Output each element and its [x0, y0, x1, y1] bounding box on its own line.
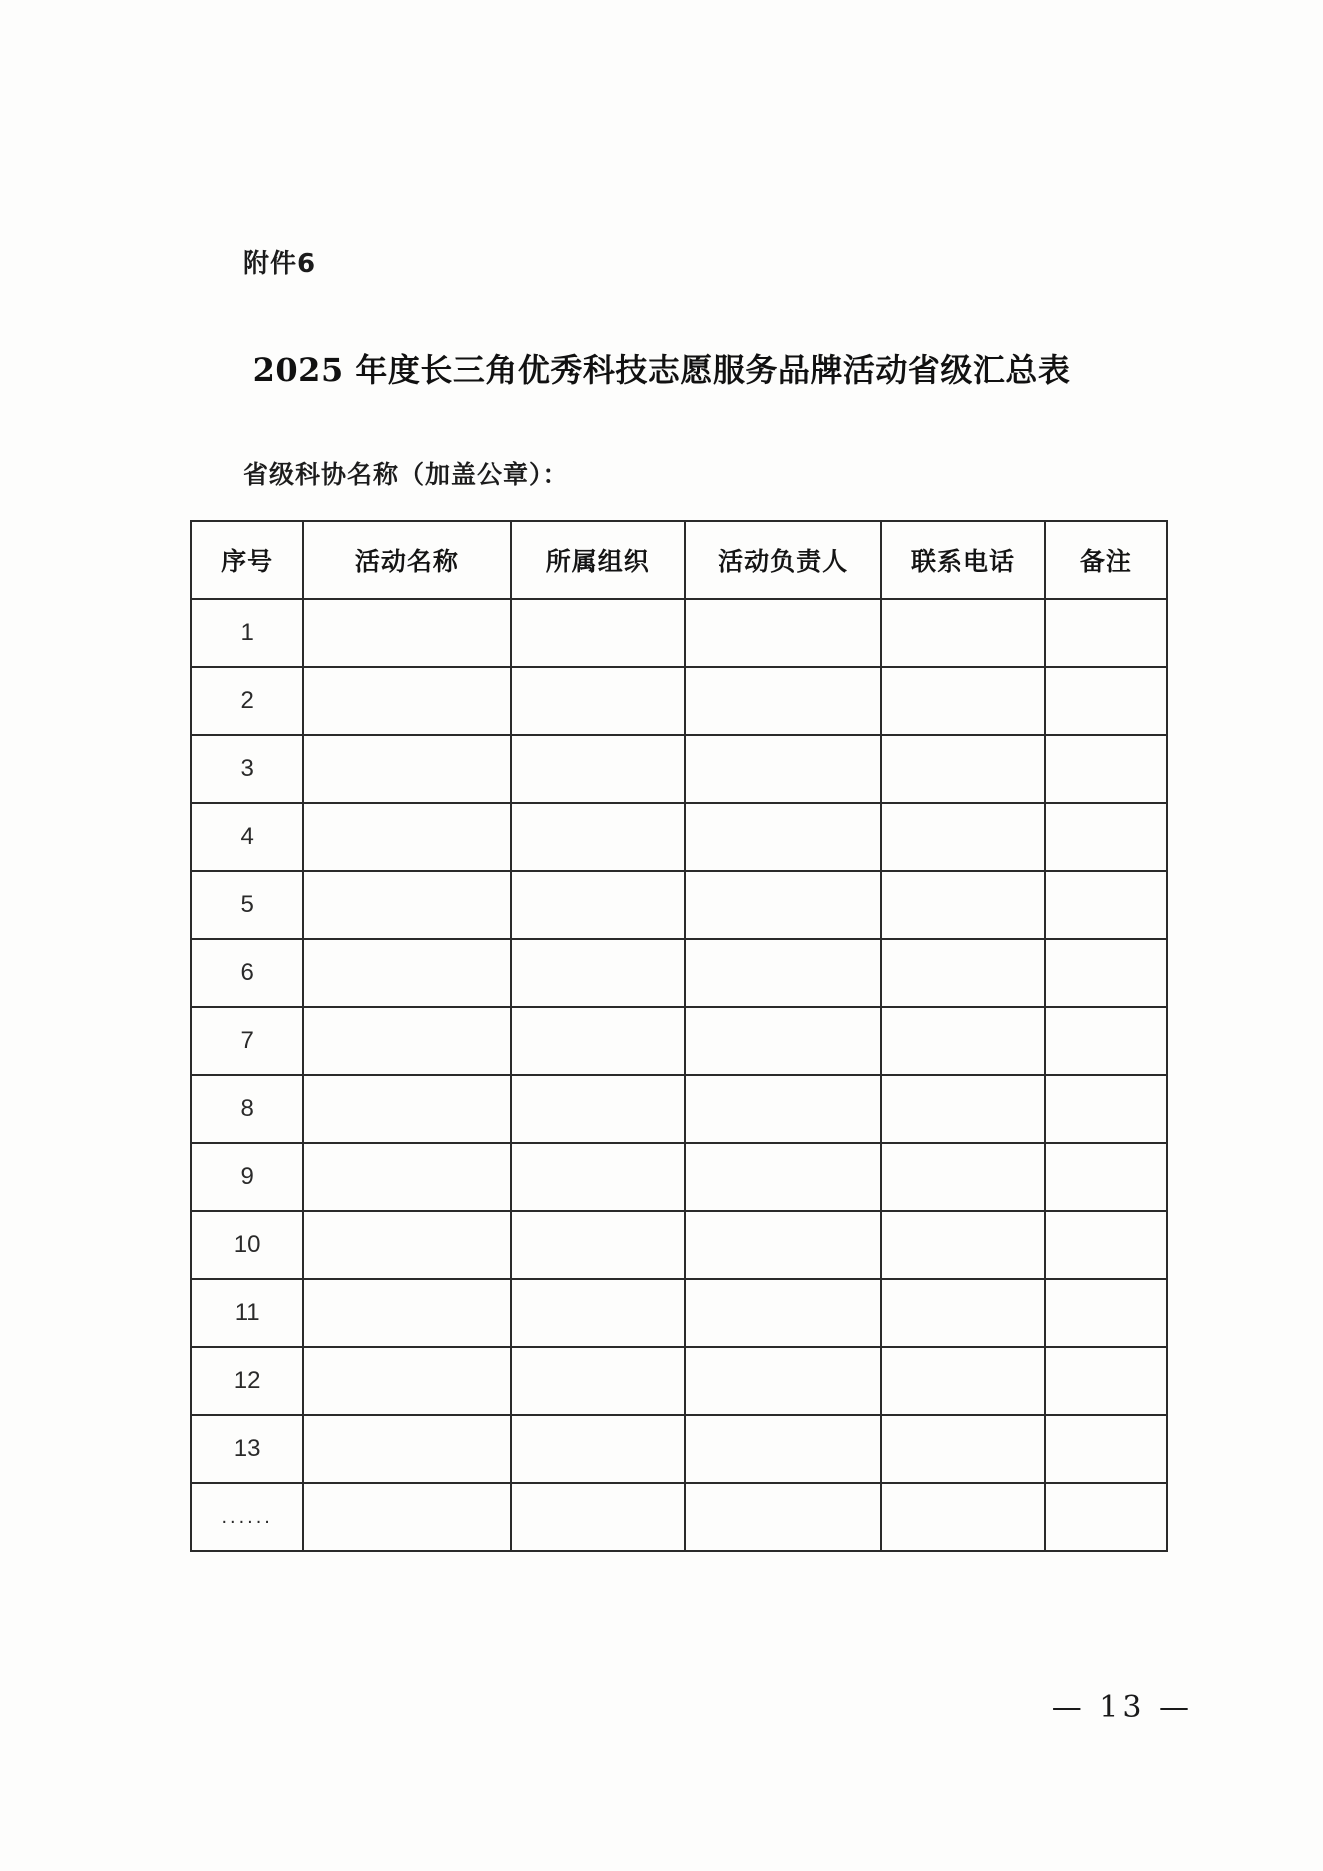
activity-name-cell[interactable]	[303, 735, 510, 803]
row-index-cell: 6	[191, 939, 303, 1007]
activity-name-cell[interactable]	[303, 1347, 510, 1415]
page-number: — 13 —	[1051, 1690, 1193, 1725]
row-index-cell: 2	[191, 667, 303, 735]
row-index-cell: 12	[191, 1347, 303, 1415]
note-cell[interactable]	[1045, 599, 1167, 667]
phone-cell[interactable]	[881, 1415, 1045, 1483]
summary-table-container	[190, 520, 1168, 1552]
phone-cell[interactable]	[881, 1075, 1045, 1143]
activity-name-cell[interactable]	[303, 667, 510, 735]
table-body	[191, 599, 1167, 1551]
attachment-label: 附件6	[243, 249, 317, 279]
table-row	[191, 735, 1167, 803]
owner-cell[interactable]	[685, 667, 881, 735]
table-row	[191, 1007, 1167, 1075]
phone-cell[interactable]	[881, 871, 1045, 939]
row-index-cell: 10	[191, 1211, 303, 1279]
phone-cell[interactable]	[881, 1143, 1045, 1211]
page-title: 2025 年度长三角优秀科技志愿服务品牌活动省级汇总表	[252, 351, 1071, 389]
table-row	[191, 1075, 1167, 1143]
phone-cell[interactable]	[881, 667, 1045, 735]
phone-cell[interactable]	[881, 735, 1045, 803]
owner-cell[interactable]	[685, 1143, 881, 1211]
note-cell[interactable]	[1045, 1415, 1167, 1483]
organization-cell[interactable]	[511, 1347, 685, 1415]
table-row	[191, 871, 1167, 939]
row-index-cell: 7	[191, 1007, 303, 1075]
note-cell[interactable]	[1045, 667, 1167, 735]
table-row	[191, 1483, 1167, 1551]
row-index-cell: 9	[191, 1143, 303, 1211]
owner-cell[interactable]	[685, 939, 881, 1007]
organization-cell[interactable]	[511, 1143, 685, 1211]
note-cell[interactable]	[1045, 1143, 1167, 1211]
note-cell[interactable]	[1045, 1007, 1167, 1075]
activity-name-cell[interactable]	[303, 803, 510, 871]
note-cell[interactable]	[1045, 939, 1167, 1007]
activity-name-cell[interactable]	[303, 1075, 510, 1143]
activity-name-cell[interactable]	[303, 1211, 510, 1279]
note-cell[interactable]	[1045, 1347, 1167, 1415]
note-cell[interactable]	[1045, 1075, 1167, 1143]
note-cell[interactable]	[1045, 871, 1167, 939]
phone-cell[interactable]	[881, 1279, 1045, 1347]
organization-cell[interactable]	[511, 1415, 685, 1483]
row-index-cell: 5	[191, 871, 303, 939]
table-header-row	[191, 521, 1167, 599]
owner-cell[interactable]	[685, 1415, 881, 1483]
column-header-owner: 活动负责人	[685, 521, 881, 599]
table-row	[191, 1347, 1167, 1415]
organization-cell[interactable]	[511, 735, 685, 803]
phone-cell[interactable]	[881, 1483, 1045, 1551]
organization-cell[interactable]	[511, 1279, 685, 1347]
phone-cell[interactable]	[881, 939, 1045, 1007]
organization-cell[interactable]	[511, 1211, 685, 1279]
organization-cell[interactable]	[511, 1075, 685, 1143]
note-cell[interactable]	[1045, 1279, 1167, 1347]
phone-cell[interactable]	[881, 1007, 1045, 1075]
column-header-note: 备注	[1045, 521, 1167, 599]
owner-cell[interactable]	[685, 599, 881, 667]
column-header-index: 序号	[191, 521, 303, 599]
activity-name-cell[interactable]	[303, 1143, 510, 1211]
owner-cell[interactable]	[685, 735, 881, 803]
table-row	[191, 599, 1167, 667]
note-cell[interactable]	[1045, 1483, 1167, 1551]
table-row	[191, 1143, 1167, 1211]
organization-cell[interactable]	[511, 1007, 685, 1075]
note-cell[interactable]	[1045, 1211, 1167, 1279]
table-row	[191, 1279, 1167, 1347]
owner-cell[interactable]	[685, 803, 881, 871]
phone-cell[interactable]	[881, 599, 1045, 667]
organization-cell[interactable]	[511, 803, 685, 871]
owner-cell[interactable]	[685, 1483, 881, 1551]
column-header-organization: 所属组织	[511, 521, 685, 599]
organization-cell[interactable]	[511, 871, 685, 939]
activity-name-cell[interactable]	[303, 939, 510, 1007]
note-cell[interactable]	[1045, 735, 1167, 803]
column-header-phone: 联系电话	[881, 521, 1045, 599]
row-index-cell: ......	[191, 1483, 303, 1551]
owner-cell[interactable]	[685, 1075, 881, 1143]
note-cell[interactable]	[1045, 803, 1167, 871]
organization-cell[interactable]	[511, 1483, 685, 1551]
row-index-cell: 3	[191, 735, 303, 803]
activity-name-cell[interactable]	[303, 871, 510, 939]
organization-name-field-label: 省级科协名称（加盖公章）：	[243, 460, 569, 489]
table-row	[191, 667, 1167, 735]
summary-table	[190, 520, 1168, 1552]
owner-cell[interactable]	[685, 871, 881, 939]
organization-cell[interactable]	[511, 667, 685, 735]
activity-name-cell[interactable]	[303, 1007, 510, 1075]
owner-cell[interactable]	[685, 1211, 881, 1279]
column-header-activity-name: 活动名称	[303, 521, 510, 599]
organization-cell[interactable]	[511, 939, 685, 1007]
activity-name-cell[interactable]	[303, 1279, 510, 1347]
phone-cell[interactable]	[881, 803, 1045, 871]
owner-cell[interactable]	[685, 1007, 881, 1075]
activity-name-cell[interactable]	[303, 1415, 510, 1483]
table-row	[191, 1415, 1167, 1483]
row-index-cell: 13	[191, 1415, 303, 1483]
owner-cell[interactable]	[685, 1279, 881, 1347]
activity-name-cell[interactable]	[303, 599, 510, 667]
table-row	[191, 1211, 1167, 1279]
table-row	[191, 803, 1167, 871]
phone-cell[interactable]	[881, 1347, 1045, 1415]
owner-cell[interactable]	[685, 1347, 881, 1415]
table-row	[191, 939, 1167, 1007]
row-index-cell: 11	[191, 1279, 303, 1347]
activity-name-cell[interactable]	[303, 1483, 510, 1551]
row-index-cell: 1	[191, 599, 303, 667]
row-index-cell: 4	[191, 803, 303, 871]
phone-cell[interactable]	[881, 1211, 1045, 1279]
table-header	[191, 521, 1167, 599]
row-index-cell: 8	[191, 1075, 303, 1143]
organization-cell[interactable]	[511, 599, 685, 667]
